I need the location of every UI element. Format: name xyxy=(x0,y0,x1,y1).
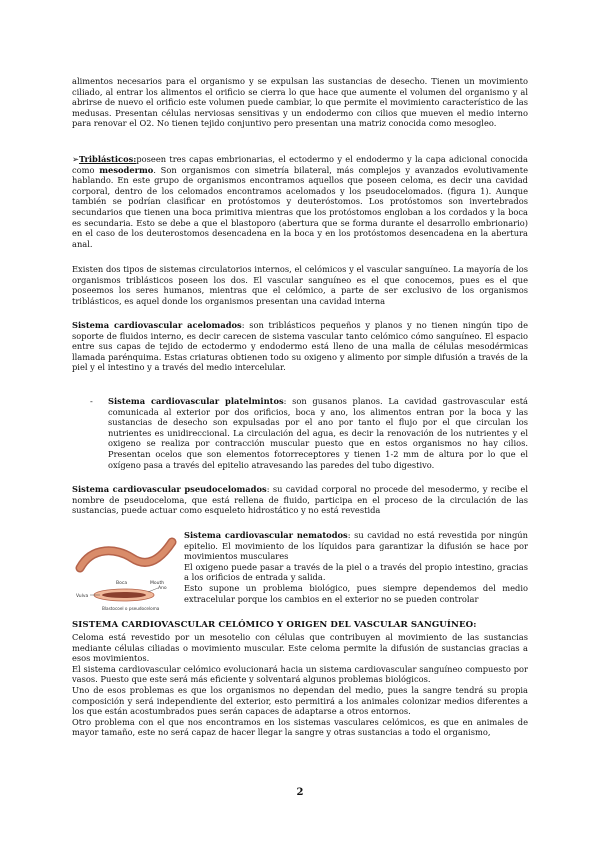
paragraph-pseudocelomados xyxy=(72,484,528,516)
paragraph-sistemas-text: Existen dos tipos de sistemas circulatorios internos, el celómicos y el vascular sanguíneo. La mayoría de los organismos triblásticos poseen los dos. El vascular sanguíneo es el que conocemos, pues es el que poseemos los seres humanos, mientras que el celómico, a parte de ser exclusivo de los organismos triblásticos, es aquel donde los organismos presentan una cavidad interna xyxy=(72,264,528,306)
arrow-bullet-icon: ➢ xyxy=(72,154,79,164)
term-triblasticos: Triblásticos: xyxy=(78,154,137,164)
term-pseudocelomados: Sistema cardiovascular pseudocelomados xyxy=(72,484,267,494)
paragraph-1-text: alimentos necesarios para el organismo y se expulsan las sustancias de desecho. Tienen un movimiento ciliado, al entrar los alimentos el orificio se cierra lo que hace que aumente el volumen del organismo y al abrirse de nuevo el orificio este volumen puede cambiar, lo que permite el movimiento característico de las medusas. Presentan células nerviosas sensitivas y un endodermo con cilios que mueven el medio interno para renovar el O2. No tienen tejido conjuntivo pero presentan una matriz conocida como mesogleo. xyxy=(72,76,528,129)
label-vulva: Vulva xyxy=(76,594,89,599)
paragraph-1 xyxy=(72,76,528,129)
paragraph-sistemas xyxy=(72,264,528,306)
text-segment: : su cavidad corporal no procede del mesodermo, y recibe el nombre de pseudoceloma, que está rellena de fluido, participa en el proceso de la circulación de las sustancias, puede actuar como esqueleto hidrostático y no está revestida xyxy=(72,484,528,516)
paragraph-problemas-text: Uno de esos problemas es que los organismos no dependan del medio, pues la sangre tendrá su propia composición y será independiente del exterior, esto permitirá a los animales colonizar medios diferentes a los que están acostumbrados pues serán capaces de adaptarse a otros entornos. xyxy=(72,684,528,717)
paragraph-acelomados xyxy=(72,320,528,373)
term-acelomados: Sistema cardiovascular acelomados xyxy=(72,320,242,330)
section-heading: SISTEMA CARDIOVASCULAR CELÓMICO Y ORIGEN DEL VASCULAR SANGUÍNEO: xyxy=(72,620,477,630)
label-mouth: Mouth xyxy=(150,581,165,586)
label-line xyxy=(148,588,158,592)
paragraph-platelmintos-text xyxy=(108,396,528,470)
term-mesodermo: mesodermo xyxy=(99,164,154,175)
paragraph-celoma-text: Celoma está revestido por un mesotelio con células que contribuyen al movimiento de las sustancias mediante células ciliadas o movimiento muscular. Este celoma permite la difusión de sustancias gracias a esos movimientos. xyxy=(72,632,528,664)
term-nematodos: Sistema cardiovascular nematodos xyxy=(184,530,348,540)
paragraph-triblasticos xyxy=(72,154,528,249)
worm-body-highlight xyxy=(80,542,172,568)
nematode-figure xyxy=(72,528,178,618)
paragraph-acelomados-text xyxy=(72,320,528,373)
text-segment: . Son organismos con simetría bilateral, más complejos y avanzados evolutivamente hablando. En este grupo de organismos encontramos aquellos que poseen celoma, es decir una cavidad corporal, dentro de los celomados encontramos acelomados y los pseudocelomados. (figura 1). Aunque también se podrían clasificar en protóstomos y deuteróstomos. Los protóstomos son invertebrados secundarios que tienen una boca primitiva mientras que los protóstomos engloban a los cordados y la boca es secundaria. Esto se debe a que el blastoporo (abertura que se forma durante el desarrollo embrionario) en el caso de los deuterostomos desencadena en la boca y en los protóstomos desencadena en la abertura anal. xyxy=(72,164,528,249)
text-segment: : su cavidad no está revestida por ningún epitelio. El movimiento de los líquidos para garantizar la difusión se hace por movimientos musculares xyxy=(184,530,528,562)
paragraph-nematodos-problema: Esto supone un problema biológico, pues siempre dependemos del medio extracelular porque los cambios en el exterior no se pueden controlar xyxy=(184,582,528,604)
worm-gut xyxy=(102,592,146,598)
page-number: 2 xyxy=(296,787,304,798)
figure-caption: Blastocoel o pseudoceloma xyxy=(102,606,160,611)
paragraph-celoma xyxy=(72,632,528,738)
paragraph-nematodos-text xyxy=(184,530,528,562)
label-ano: Ano xyxy=(158,586,167,591)
dash-bullet-icon: - xyxy=(90,396,93,406)
nematode-illustration xyxy=(72,528,178,618)
paragraph-triblasticos-text xyxy=(72,154,528,249)
paragraph-otro-problema-text: Otro problema con el que nos encontramos en los sistemas vasculares celómicos, es que en animales de mayor tamaño, este no será capaz de hacer llegar la sangre y otras sustancias a todo el organismo, xyxy=(72,716,528,738)
paragraph-nematodos-oxigeno: El oxigeno puede pasar a través de la piel o a través del propio intestino, gracias a los orificios de entrada y salida. xyxy=(184,561,528,583)
text-segment: : son gusanos planos. La cavidad gastrovascular está comunicada al exterior por dos orificios, boca y ano, los alimentos entran por la boca y las sustancias de desecho son expulsadas por el ano por tanto el flujo por el que circulan los nutrientes es unidireccional. La circulación del agua, es decir la renovación de los nutrientes y el oxigeno se realiza por contracción muscular puesto que en estos organismos no hay cilios. Presentan ocelos que son elementos fotorreceptores y tienen 1-2 mm de altura por lo que el oxígeno pasa a través del epitelio atravesando las paredes del tubo digestivo. xyxy=(108,396,528,470)
paragraph-nematodos xyxy=(184,530,528,604)
text-segment: : son triblásticos pequeños y planos y no tienen ningún tipo de soporte de fluidos interno, es decir carecen de sistema vascular tanto celómico cómo sanguíneo. El espacio entre sus capas de tejido de ectodermo y endodermo está lleno de una malla de células mesodérmicas llamada parénquima. Estas criaturas obtienen todo su oxigeno y alimento por simple difusión a través de la piel y el intestino y a través del medio intercelular. xyxy=(72,320,528,373)
text-segment: poseen tres capas embrionarias, el ectodermo y el endodermo y la capa adicional conocida como xyxy=(72,154,528,175)
term-platelmintos: Sistema cardiovascular platelmintos xyxy=(108,396,284,406)
label-boca: Boca xyxy=(116,581,128,586)
paragraph-pseudocelomados-text xyxy=(72,484,528,516)
paragraph-platelmintos xyxy=(90,396,528,470)
paragraph-evolucion-text: El sistema cardiovascular celómico evolucionará hacia un sistema cardiovascular sanguíneo compuesto por vasos. Puesto que este será más eficiente y solventará algunos problemas biológicos. xyxy=(72,663,528,685)
